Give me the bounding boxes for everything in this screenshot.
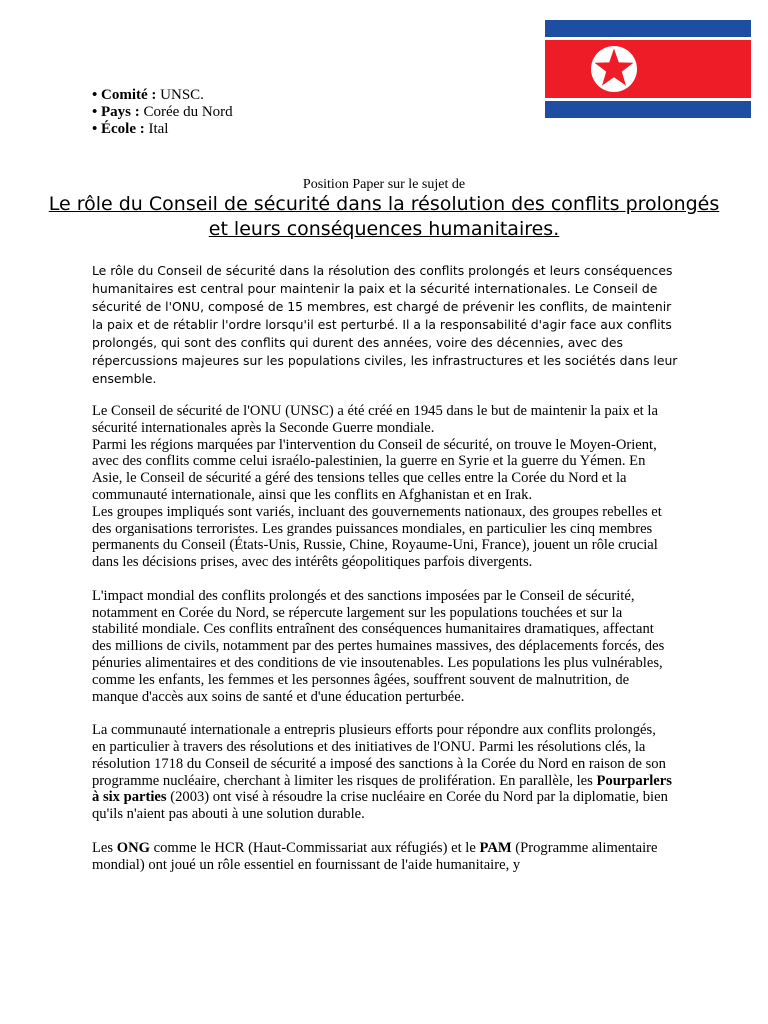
paragraph-context-line2: Parmi les régions marquées par l'intervention du Conseil de sécurité, on trouve le Moyen-Orient, avec des conflits comme celui israélo-palestinien, la guerre en Syrie et la guerre du Yémen. En Asie, le Conseil de sécurité a géré des tensions telles que celles entre la Corée du Nord et la communauté internationale, ainsi que les conflits en Afghanistan et en Irak.	[92, 436, 657, 503]
paragraph-context	[92, 403, 672, 571]
pays-line	[92, 104, 233, 121]
ecole-label: • École :	[92, 121, 145, 137]
paragraph-context-line3: Les groupes impliqués sont variés, incluant des gouvernements nationaux, des groupes rebelles et des organisations terroristes. Les grandes puissances mondiales, en particulier les cinq membres permanents du Conseil (États-Unis, Russie, Chine, Royaume-Uni, France), jouent un rôle crucial dans les décisions prises, avec des intérêts géopolitiques parfois divergents.	[92, 503, 662, 571]
north-korea-flag-icon	[545, 20, 751, 118]
paragraph-ngos	[92, 840, 672, 874]
comite-line	[92, 87, 233, 104]
summary-paragraph: Le rôle du Conseil de sécurité dans la résolution des conflits prolongés et leurs conséquences humanitaires est central pour maintenir la paix et la sécurité internationales. Le Conseil de sécurité de l'ONU, composé de 15 membres, est chargé de prévenir les conflits, de maintenir la paix et de rétablir l'ordre lorsqu'il est perturbé. Il a la responsabilité d'agir face aux conflits prolongés, qui sont des conflits qui durent des années, voire des décennies, avec des répercussions majeures sur les populations civiles, les infrastructures et les sociétés dans leur ensemble.	[92, 263, 678, 386]
ngos-text-1: Les	[92, 839, 117, 856]
pays-value: Corée du Nord	[143, 104, 233, 120]
document-body	[92, 403, 672, 873]
paragraph-efforts	[92, 722, 672, 823]
efforts-bold: Pourparlers à six parties	[92, 772, 672, 806]
ngos-text-2: comme le HCR (Haut-Commissariat aux réfugiés) et le	[149, 839, 480, 856]
pays-label: • Pays :	[92, 104, 140, 120]
paragraph-context-line1: Le Conseil de sécurité de l'ONU (UNSC) a été créé en 1945 dans le but de maintenir la paix et la sécurité internationales après la Seconde Guerre mondiale.	[92, 403, 658, 436]
ngos-bold-ong: ONG	[116, 839, 150, 856]
ngos-bold-pam: PAM	[479, 839, 512, 856]
document-title: Le rôle du Conseil de sécurité dans la résolution des conflits prolongés et leurs conséquences humanitaires.	[48, 193, 720, 240]
ecole-value: Ital	[148, 121, 169, 137]
intro-line: Position Paper sur le sujet de	[302, 177, 466, 192]
comite-label: • Comité :	[92, 87, 157, 103]
document-metadata	[92, 87, 233, 138]
comite-value: UNSC.	[160, 87, 204, 103]
efforts-text-1: La communauté internationale a entrepris plusieurs efforts pour répondre aux conflits prolongés, en particulier à travers des résolutions et des initiatives de l'ONU. Parmi les résolutions clés, la résolution 1718 du Conseil de sécurité a imposé des sanctions à la Corée du Nord en raison de son programme nucléaire, cherchant à limiter les risques de prolifération. En parallèle, les	[92, 722, 666, 789]
paragraph-impact: L'impact mondial des conflits prolongés et des sanctions imposées par le Conseil de sécurité, notamment en Corée du Nord, se répercute largement sur les populations touchées et sur la stabilité mondiale. Ces conflits entraînent des conséquences humanitaires dramatiques, affectant des millions de civils, notamment par des pertes humaines massives, des déplacements forcés, des pénuries alimentaires et des conditions de vie insoutenables. Les populations les plus vulnérables, comme les enfants, les femmes et les personnes âgées, souffrent souvent de malnutrition, de manque d'accès aux soins de santé et d'une éducation perturbée.	[92, 587, 665, 705]
efforts-text-2: (2003) ont visé à résoudre la crise nucléaire en Corée du Nord par la diplomatie, bien qu'ils n'aient pas abouti à une solution durable.	[92, 789, 668, 823]
ngos-text-3: (Programme alimentaire mondial) ont joué un rôle essentiel en fournissant de l'aide humanitaire, y	[92, 839, 658, 873]
ecole-line	[92, 121, 233, 138]
